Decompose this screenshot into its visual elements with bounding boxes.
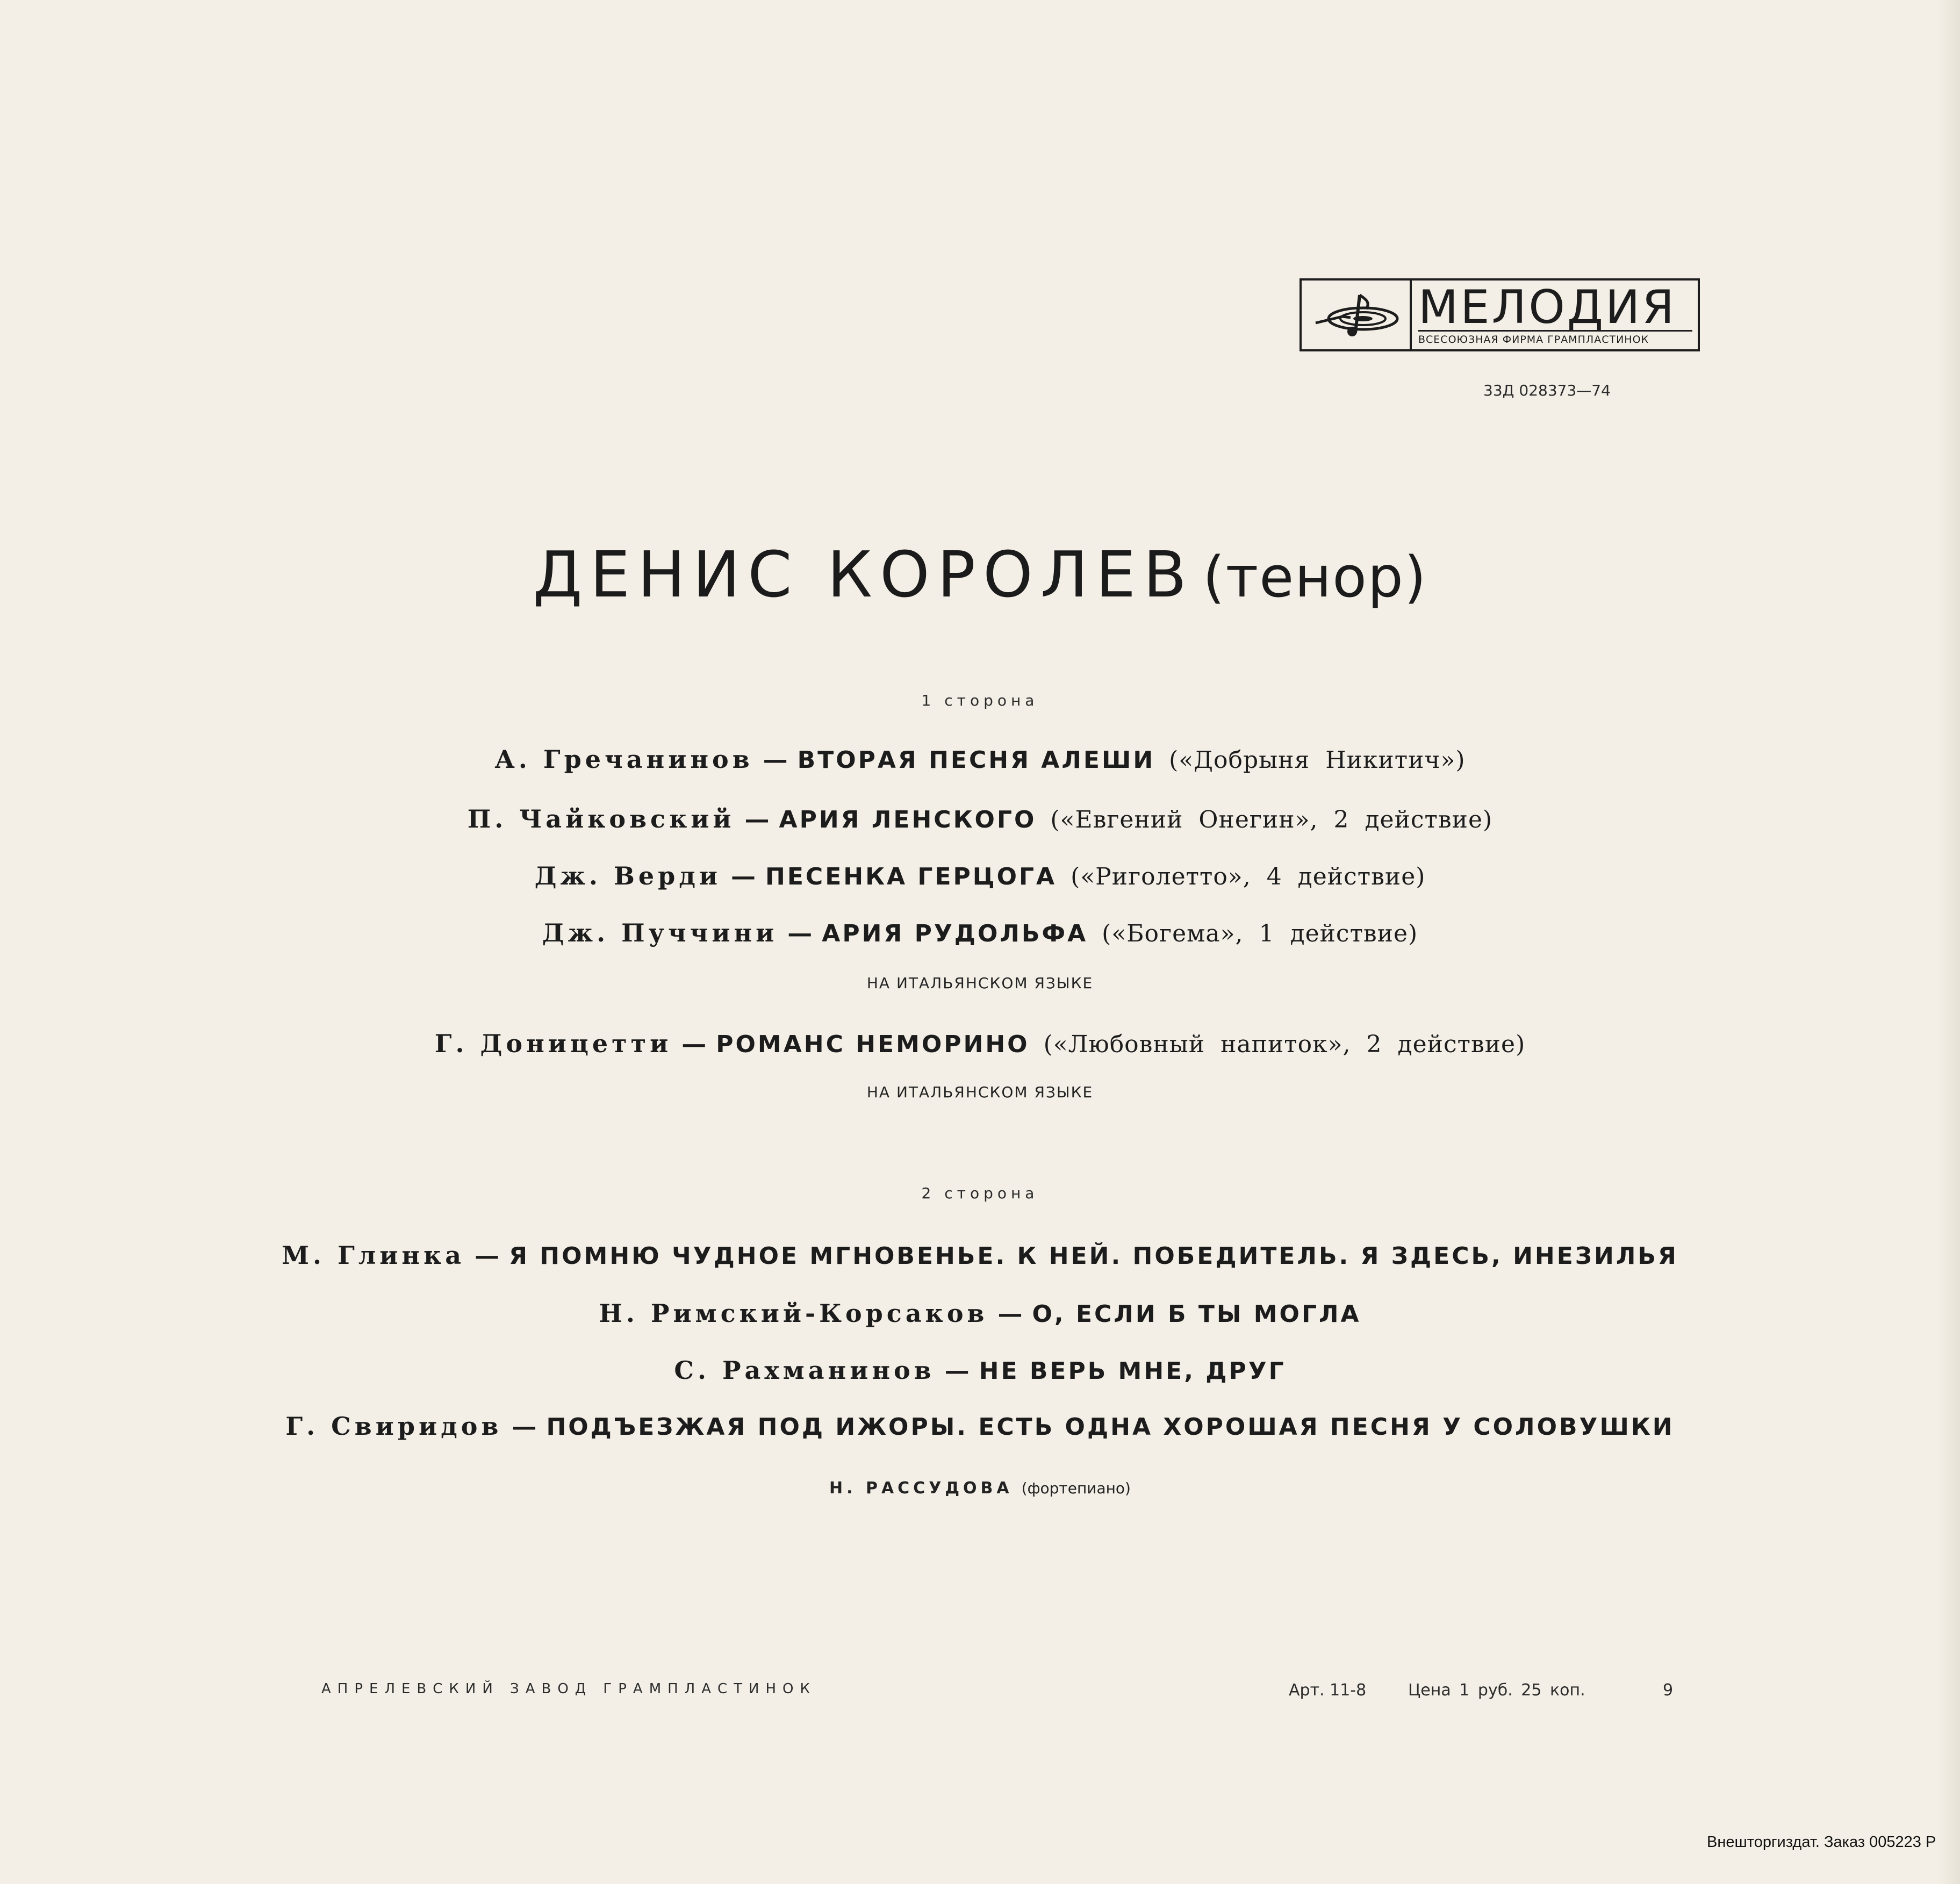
dash: — (787, 918, 813, 947)
work-source: («Риголетто», 4 действие) (1071, 863, 1426, 890)
side-2-label: 2 сторона (921, 1184, 1039, 1202)
page-title (0, 537, 1960, 612)
dash: — (681, 1029, 707, 1058)
performer-instrument: (фортепиано) (1021, 1479, 1131, 1497)
side-1-label: 1 сторона (921, 692, 1039, 709)
work-title: О, ЕСЛИ Б ТЫ МОГЛА (1032, 1300, 1361, 1328)
performer-name: Н. РАССУДОВА (829, 1479, 1013, 1498)
dash: — (944, 1356, 970, 1385)
track-2-3 (0, 1356, 1960, 1385)
dash: — (744, 804, 770, 833)
composer: Г. Доницетти (434, 1029, 672, 1058)
composer: М. Глинка (282, 1241, 465, 1270)
track-1-3 (0, 861, 1960, 890)
article-number: Арт. 11-8 (1289, 1681, 1367, 1700)
logo-text-block (1412, 281, 1698, 349)
composer: П. Чайковский (467, 804, 735, 833)
work-title: АРИЯ ЛЕНСКОГО (779, 806, 1037, 833)
track-2-4 (0, 1412, 1960, 1441)
work-title: РОМАНС НЕМОРИНО (716, 1031, 1030, 1058)
work-title: АРИЯ РУДОЛЬФА (822, 920, 1088, 947)
composer: Дж. Верди (534, 861, 722, 890)
composer: Н. Римский-Корсаков (599, 1299, 988, 1328)
dash: — (763, 745, 788, 774)
catalog-number: 33Д 028373—74 (1483, 382, 1611, 399)
dash: — (997, 1299, 1023, 1328)
composer: Г. Свиридов (285, 1412, 502, 1441)
work-title: НЕ ВЕРЬ МНЕ, ДРУГ (979, 1357, 1286, 1385)
melodiya-logo-icon (1302, 281, 1412, 349)
print-order: Внешторгиздат. Заказ 005223 Р (1707, 1833, 1936, 1851)
price: Цена 1 руб. 25 коп. (1408, 1681, 1585, 1700)
work-source: («Богема», 1 действие) (1102, 920, 1418, 947)
work-source: («Добрыня Никитич») (1169, 746, 1466, 774)
performer-credit (0, 1479, 1960, 1498)
language-note: НА ИТАЛЬЯНСКОМ ЯЗЫКЕ (866, 1083, 1094, 1101)
track-1-5 (0, 1029, 1960, 1058)
track-1-2 (0, 804, 1960, 833)
melodiya-logo (1300, 278, 1700, 351)
dash: — (475, 1241, 500, 1270)
dash: — (731, 861, 756, 890)
composer: Дж. Пуччини (542, 918, 778, 947)
composer: А. Гречанинов (494, 745, 753, 774)
work-title: ПЕСЕНКА ГЕРЦОГА (765, 863, 1057, 890)
work-title: Я ПОМНЮ ЧУДНОЕ МГНОВЕНЬЕ. К НЕЙ. ПОБЕДИТЕЛЬ. Я ЗДЕСЬ, ИНЕЗИЛЬЯ (509, 1242, 1678, 1270)
logo-name: МЕЛОДИЯ (1418, 280, 1677, 334)
language-note: НА ИТАЛЬЯНСКОМ ЯЗЫКЕ (866, 974, 1094, 992)
work-title: ВТОРАЯ ПЕСНЯ АЛЕШИ (797, 746, 1155, 774)
work-source: («Любовный напиток», 2 действие) (1043, 1031, 1526, 1058)
voice-type: (тенор) (1203, 544, 1427, 610)
work-title: ПОДЪЕЗЖАЯ ПОД ИЖОРЫ. ЕСТЬ ОДНА ХОРОШАЯ ПЕСНЯ У СОЛОВУШКИ (546, 1413, 1675, 1441)
track-1-4 (0, 918, 1960, 947)
track-2-1 (0, 1241, 1960, 1270)
dash: — (512, 1412, 537, 1441)
logo-subtitle: ВСЕСОЮЗНАЯ ФИРМА ГРАМПЛАСТИНОК (1418, 330, 1692, 346)
track-2-2 (0, 1299, 1960, 1328)
page-number: 9 (1663, 1681, 1674, 1700)
composer: С. Рахманинов (674, 1356, 935, 1385)
work-source: («Евгений Онегин», 2 действие) (1050, 806, 1493, 833)
track-1-1 (0, 745, 1960, 774)
artist-name: ДЕНИС КОРОЛЕВ (533, 537, 1195, 612)
manufacturer: АПРЕЛЕВСКИЙ ЗАВОД ГРАМПЛАСТИНОК (321, 1681, 816, 1697)
